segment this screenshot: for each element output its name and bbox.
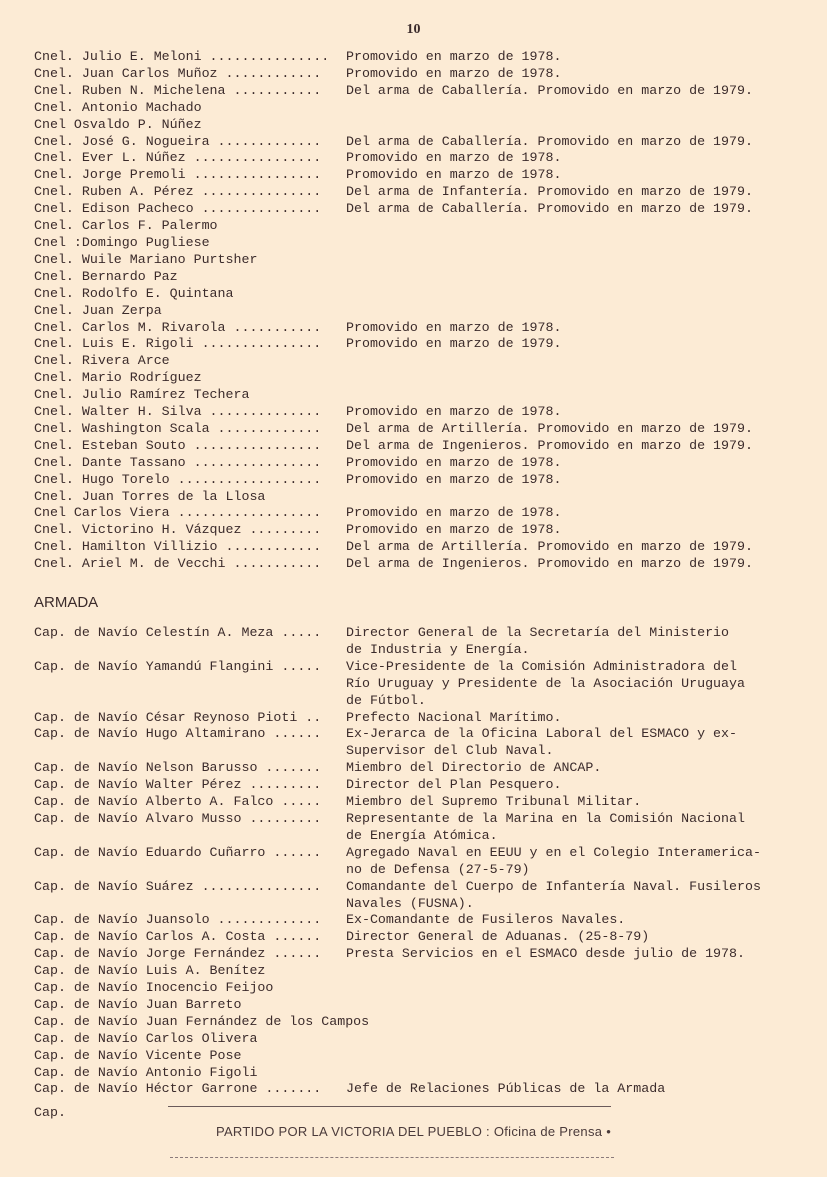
- officer-name: Cnel. Carlos M. Rivarola ...........: [34, 319, 322, 335]
- list-item: [34, 472, 814, 489]
- list-item: [34, 912, 814, 929]
- officer-name: Cap. de Navío Héctor Garrone .......: [34, 1081, 322, 1097]
- section-title-armada: ARMADA: [34, 594, 99, 611]
- officer-description: [346, 1031, 814, 1048]
- officer-name: Cnel :Domingo Pugliese: [34, 234, 210, 250]
- officer-name: Cnel. Dante Tassano ................: [34, 454, 322, 470]
- officer-description: Del arma de Ingenieros. Promovido en marzo de 1979.: [346, 556, 753, 572]
- list-item: [34, 777, 814, 794]
- list-item: [34, 489, 814, 506]
- officer-name: Cnel. Juan Zerpa: [34, 302, 162, 318]
- list-item: [34, 438, 814, 455]
- officer-name: Cap. de Navío Juansolo .............: [34, 912, 322, 928]
- officer-name: Cnel. Wuile Mariano Purtsher: [34, 251, 258, 267]
- officer-description: [346, 980, 814, 997]
- officer-description: Promovido en marzo de 1978.: [346, 167, 562, 183]
- officer-name: Cap. de Navío Carlos A. Costa ......: [34, 929, 322, 945]
- officer-name: Cnel Carlos Viera ..................: [34, 505, 322, 521]
- officer-description: Presta Servicios en el ESMACO desde julio de 1978.: [346, 946, 745, 962]
- officer-name: Cnel. Victorino H. Vázquez .........: [34, 522, 322, 538]
- officer-name: Cnel. Esteban Souto ................: [34, 437, 322, 453]
- officer-name: Cap. de Navío Juan Barreto: [34, 996, 242, 1012]
- officer-description: Promovido en marzo de 1978.: [346, 65, 562, 81]
- officer-name: Cnel. Ruben A. Pérez ...............: [34, 184, 322, 200]
- list-item: [34, 336, 814, 353]
- list-item: [34, 1081, 814, 1098]
- officer-description: Director General de la Secretaría del Ministerio de Industria y Energía.: [346, 625, 730, 657]
- officer-name: Cap. de Navío César Reynoso Pioti ..: [34, 709, 322, 725]
- list-item: [34, 539, 814, 556]
- officer-description: [346, 303, 814, 320]
- officer-description: Promovido en marzo de 1978.: [346, 150, 562, 166]
- officer-name: Cap. de Navío Antonio Figoli: [34, 1064, 258, 1080]
- list-item: [34, 83, 814, 100]
- list-item: [34, 1014, 814, 1031]
- officer-description: Promovido en marzo de 1978.: [346, 404, 562, 420]
- officer-name: Cnel. Julio E. Meloni ...............: [34, 49, 330, 64]
- list-item: [34, 726, 814, 760]
- list-item: [34, 269, 814, 286]
- officer-name: Cap. de Navío Yamandú Flangini .....: [34, 658, 322, 674]
- officer-name: Cap. de Navío Luis A. Benítez: [34, 963, 266, 979]
- officer-description: [369, 1014, 814, 1031]
- list-item: [34, 980, 814, 997]
- officer-name: Cap. de Navío Alvaro Musso .........: [34, 810, 322, 826]
- officer-description: Del arma de Artillería. Promovido en marzo de 1979.: [346, 420, 753, 436]
- list-item: [34, 710, 814, 727]
- officer-name: Cap. de Navío Juan Fernández de los Campos: [34, 1013, 370, 1029]
- officer-name: Cnel. José G. Nogueira .............: [34, 133, 322, 149]
- list-item: [34, 1048, 814, 1065]
- officer-description: Promovido en marzo de 1978.: [346, 454, 562, 470]
- list-item: [34, 455, 814, 472]
- officer-description: Ex-Comandante de Fusileros Navales.: [346, 912, 626, 928]
- list-item: [34, 100, 814, 117]
- list-item: [34, 387, 814, 404]
- officer-name: Cnel. Juan Carlos Muñoz ............: [34, 65, 322, 81]
- list-item: [34, 218, 814, 235]
- list-item: [34, 1031, 814, 1048]
- officer-name: Cnel. Rivera Arce: [34, 353, 170, 369]
- officer-description: Comandante del Cuerpo de Infantería Naval. Fusileros Navales (FUSNA).: [346, 878, 761, 911]
- officer-description: Promovido en marzo de 1978.: [346, 505, 562, 521]
- officer-name: Cnel. Ariel M. de Vecchi ...........: [34, 556, 322, 572]
- list-item: [34, 659, 814, 710]
- officer-description: Prefecto Nacional Marítimo.: [346, 709, 562, 725]
- officer-description: [346, 100, 814, 117]
- officer-name: Cap. de Navío Jorge Fernández ......: [34, 946, 322, 962]
- list-item: [34, 811, 814, 845]
- list-item: [34, 49, 814, 66]
- list-item: [34, 150, 814, 167]
- officer-description: Del arma de Artillería. Promovido en marzo de 1979.: [346, 539, 753, 555]
- list-item: [34, 184, 814, 201]
- list-item: [34, 794, 814, 811]
- officer-description: [346, 489, 814, 506]
- officer-description: Promovido en marzo de 1978.: [346, 319, 562, 335]
- officer-name: Cnel. Washington Scala .............: [34, 420, 322, 436]
- armada-list: [34, 625, 814, 1098]
- officer-name: Cap. de Navío Carlos Olivera: [34, 1030, 258, 1046]
- officer-description: Miembro del Supremo Tribunal Militar.: [346, 794, 642, 810]
- officer-name: Cap. de Navío Eduardo Cuñarro ......: [34, 844, 322, 860]
- list-item: [34, 963, 814, 980]
- list-item: [34, 760, 814, 777]
- officer-description: [346, 370, 814, 387]
- officer-name: Cnel Osvaldo P. Núñez: [34, 116, 202, 132]
- officer-description: [346, 353, 814, 370]
- officer-name: Cnel. Juan Torres de la Llosa: [34, 488, 266, 504]
- officer-name: Cnel. Antonio Machado: [34, 99, 202, 115]
- officer-name: Cnel. Edison Pacheco ...............: [34, 201, 322, 217]
- list-item: [34, 201, 814, 218]
- officer-description: Promovido en marzo de 1978.: [346, 471, 562, 487]
- officer-description: [346, 218, 814, 235]
- officer-name: Cnel. Rodolfo E. Quintana: [34, 285, 234, 301]
- officer-name: Cnel. Luis E. Rigoli ...............: [34, 336, 322, 352]
- coroneles-list: [34, 49, 814, 573]
- officer-name: Cap. de Navío Alberto A. Falco .....: [34, 794, 322, 810]
- officer-description: Vice-Presidente de la Comisión Administradora del Río Uruguay y Presidente de la Asociación Uruguaya de Fútbol.: [346, 658, 745, 708]
- page-number: 10: [406, 22, 421, 37]
- list-item: [34, 522, 814, 539]
- officer-name: Cap. de Navío Hugo Altamirano ......: [34, 726, 322, 742]
- footer-stamp: PARTIDO POR LA VICTORIA DEL PUEBLO : Oficina de Prensa •: [215, 1124, 612, 1139]
- officer-name: Cap. de Navío Suárez ...............: [34, 878, 322, 894]
- officer-description: Ex-Jerarca de la Oficina Laboral del ESMACO y ex- Supervisor del Club Naval.: [346, 726, 737, 759]
- officer-description: Miembro del Directorio de ANCAP.: [346, 760, 602, 776]
- officer-description: [346, 269, 814, 286]
- list-item: [34, 303, 814, 320]
- trailing-text: Cap.: [34, 1105, 66, 1120]
- officer-name: Cap. de Navío Celestín A. Meza .....: [34, 625, 322, 640]
- officer-description: Promovido en marzo de 1978.: [346, 49, 562, 64]
- officer-description: [346, 387, 814, 404]
- list-item: [34, 370, 814, 387]
- list-item: [34, 845, 814, 879]
- officer-name: Cnel. Hugo Torelo ..................: [34, 471, 322, 487]
- list-item: [34, 286, 814, 303]
- officer-name: Cnel. Mario Rodríguez: [34, 370, 202, 386]
- officer-name: Cnel. Julio Ramírez Techera: [34, 387, 250, 403]
- list-item: [34, 117, 814, 134]
- officer-description: [346, 1048, 814, 1065]
- list-item: [34, 404, 814, 421]
- list-item: [34, 167, 814, 184]
- list-item: [34, 1065, 814, 1082]
- list-item: [34, 929, 814, 946]
- officer-description: [346, 252, 814, 269]
- officer-description: Del arma de Caballería. Promovido en marzo de 1979.: [346, 82, 753, 98]
- officer-name: Cnel. Hamilton Villizio ............: [34, 539, 322, 555]
- officer-name: Cap. de Navío Inocencio Feijoo: [34, 980, 274, 996]
- list-item: [34, 879, 814, 913]
- officer-description: [346, 117, 814, 134]
- officer-description: Del arma de Infantería. Promovido en marzo de 1979.: [346, 184, 753, 200]
- officer-description: [346, 286, 814, 303]
- list-item: [34, 505, 814, 522]
- officer-description: Director del Plan Pesquero.: [346, 777, 562, 793]
- list-item: [34, 134, 814, 151]
- officer-description: Jefe de Relaciones Públicas de la Armada: [346, 1081, 666, 1097]
- divider-line: [168, 1106, 611, 1107]
- officer-name: Cnel. Jorge Premoli ................: [34, 167, 322, 183]
- officer-name: Cnel. Walter H. Silva ..............: [34, 404, 322, 420]
- officer-name: Cap. de Navío Nelson Barusso .......: [34, 760, 322, 776]
- list-item: [34, 421, 814, 438]
- officer-name: Cap. de Navío Vicente Pose: [34, 1047, 242, 1063]
- officer-description: Del arma de Caballería. Promovido en marzo de 1979.: [346, 201, 753, 217]
- officer-description: [346, 963, 814, 980]
- officer-description: Promovido en marzo de 1979.: [346, 336, 562, 352]
- list-item: [34, 252, 814, 269]
- officer-description: Representante de la Marina en la Comisión Nacional de Energía Atómica.: [346, 810, 745, 843]
- officer-name: Cnel. Bernardo Paz: [34, 268, 178, 284]
- list-item: [34, 235, 814, 252]
- officer-description: Agregado Naval en EEUU y en el Colegio Interamerica- no de Defensa (27-5-79): [346, 844, 761, 877]
- officer-description: Del arma de Caballería. Promovido en marzo de 1979.: [346, 133, 753, 149]
- officer-name: Cap. de Navío Walter Pérez .........: [34, 777, 322, 793]
- officer-description: [346, 235, 814, 252]
- list-item: [34, 997, 814, 1014]
- officer-description: [346, 1065, 814, 1082]
- officer-description: Del arma de Ingenieros. Promovido en marzo de 1979.: [346, 437, 753, 453]
- officer-name: Cnel. Ruben N. Michelena ...........: [34, 82, 322, 98]
- list-item: [34, 625, 814, 659]
- dashed-divider: [170, 1157, 614, 1158]
- list-item: [34, 66, 814, 83]
- officer-description: [346, 997, 814, 1014]
- officer-description: Director General de Aduanas. (25-8-79): [346, 929, 650, 945]
- officer-name: Cnel. Carlos F. Palermo: [34, 218, 218, 234]
- list-item: [34, 353, 814, 370]
- officer-name: Cnel. Ever L. Núñez ................: [34, 150, 322, 166]
- list-item: [34, 556, 814, 573]
- list-item: [34, 320, 814, 337]
- list-item: [34, 946, 814, 963]
- officer-description: Promovido en marzo de 1978.: [346, 522, 562, 538]
